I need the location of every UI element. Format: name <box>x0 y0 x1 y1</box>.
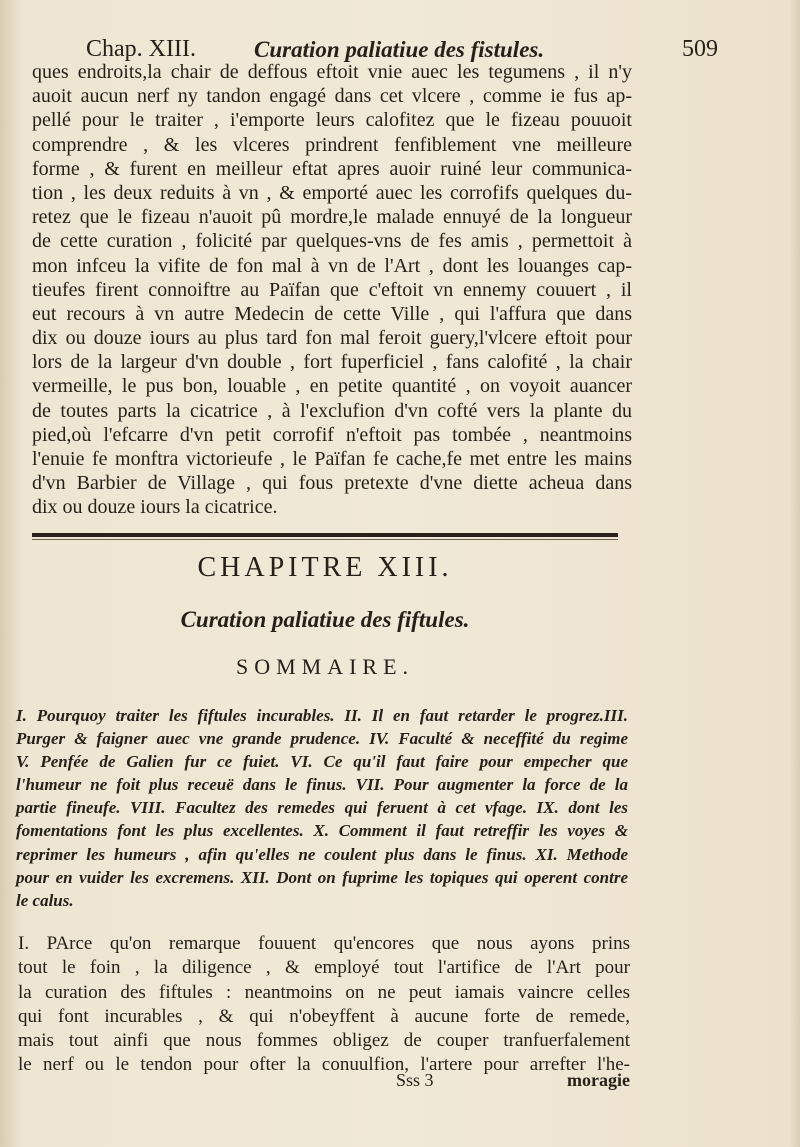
section-divider <box>32 533 618 537</box>
text-line: mon infceu la vifite de fon mal à vn de l'Art , dont les louanges cap- <box>32 254 632 277</box>
text-line: ques endroits,la chair de deffous eftoit vnie auec les tegumens , il n'y <box>32 61 632 83</box>
text-line: pied,où l'efcarre d'vn petit corrofif n'eftoit pas tombée , neantmoins <box>32 423 632 446</box>
summary-line: l'humeur ne foit plus receuë dans le finus. VII. Pour augmenter la force de la <box>16 775 628 795</box>
text-line: lors de la largeur d'vn double , fort fuperficiel , fans calofité , la chair <box>32 351 632 374</box>
text-line: pellé pour le traiter , i'emporte leurs calofitez que le fizeau pouuoit <box>32 109 632 132</box>
text-line: tieufes firent connoiftre au Païfan que c'eftoit vn ennemy couuert , il <box>32 278 632 301</box>
paragraph-line: qui font incurables , & qui n'obeyffent à aucune forte de remede, <box>18 1005 630 1027</box>
text-line: de cette curation , folicité par quelques-vns de fes amis , permettoit à <box>32 230 632 253</box>
page-number: 509 <box>682 36 718 62</box>
text-line: auoit aucun nerf ny tandon engagé dans cet vlcere , comme ie fus ap- <box>32 85 632 108</box>
summary-line: fomentations font les plus excellentes. X. Comment il faut retreffir les voyes & <box>16 821 628 841</box>
paragraph-line: I. PArce qu'on remarque fouuent qu'encores que nous ayons prins <box>18 933 630 954</box>
signature-mark: Sss 3 <box>396 1070 434 1090</box>
chapter-heading: CHAPITRE XIII. <box>197 552 453 583</box>
text-line: retez que le fizeau n'auoit pû mordre,le malade ennuyé de la longueur <box>32 206 632 229</box>
summary-line: reprimer les humeurs , afin qu'elles ne coulent plus dans le finus. XI. Methode <box>16 844 628 864</box>
summary-line: pour en vuider les excremens. XII. Dont on fuprime les topiques qui operent contre <box>16 867 628 887</box>
paragraph-line: mais tout ainfi que nous fommes obligez de couper tranfuerfalement <box>18 1030 630 1052</box>
summary-line: le calus. <box>16 890 74 910</box>
sommaire-heading: SOMMAIRE. <box>235 654 415 679</box>
paragraph-line: la curation des fiftules : neantmoins on ne peut iamais vaincre celles <box>18 981 630 1003</box>
text-line: dix ou douze iours au plus tard fon mal feroit guery,l'vlcere eftoit pour <box>32 327 632 350</box>
paragraph-line: le nerf ou le tendon pour ofter la conuulfion, l'artere pour arrefter l'he- <box>18 1054 630 1076</box>
summary-line: Purger & faigner auec vne grande prudence. IV. Faculté & neceffité du regime <box>16 729 628 749</box>
summary-line: V. Penfée de Galien fur ce fuiet. VI. Ce qu'il faut faire pour empecher que <box>16 752 628 772</box>
summary-block <box>16 704 628 912</box>
body-text <box>32 60 632 520</box>
text-line: tion , les deux reduits à vn , & emporté auec les corrofifs quelques du- <box>32 181 632 204</box>
text-line: eut recours à vn autre Medecin de cette Ville , qui l'affura que dans <box>32 302 632 325</box>
page-footer <box>18 1070 630 1096</box>
text-line: d'vn Barbier de Village , qui fous pretexte d'vne diette acheua dans <box>32 472 632 495</box>
section-divider-thin <box>32 539 618 540</box>
text-line: forme , & furent en meilleur eftat apres auoir ruiné leur communica- <box>32 157 632 180</box>
paragraph-one <box>18 932 630 1078</box>
text-line: dix ou douze iours la cicatrice. <box>32 496 278 519</box>
header-running-title: Curation paliatiue des fistules. <box>254 37 545 62</box>
text-line: vermeille, le pus bon, louable , en petite quantité , on voyoit auancer <box>32 375 632 398</box>
chapter-subtitle: Curation paliatiue des fiftules. <box>180 607 470 632</box>
text-line: comprendre , & les vlceres prindrent fenfiblement vne meilleure <box>32 133 632 156</box>
summary-line: I. Pourquoy traiter les fiftules incurables. II. Il en faut retarder le progrez.III. <box>16 706 628 725</box>
summary-line: partie fineufe. VIII. Facultez des remedes qui feruent à cet vfage. IX. dont les <box>16 798 628 818</box>
header-chapter: Chap. XIII. <box>86 36 196 62</box>
text-line: l'enuie fe monftra victorieufe , le Païfan fe cache,fe met entre les mains <box>32 448 632 470</box>
catchword: moragie <box>567 1070 630 1090</box>
text-line: de toutes parts la cicatrice , à l'exclufion d'vn cofté vers la plante du <box>32 399 632 422</box>
paragraph-line: tout le foin , la diligence , & employé tout l'artifice de l'Art pour <box>18 957 630 979</box>
